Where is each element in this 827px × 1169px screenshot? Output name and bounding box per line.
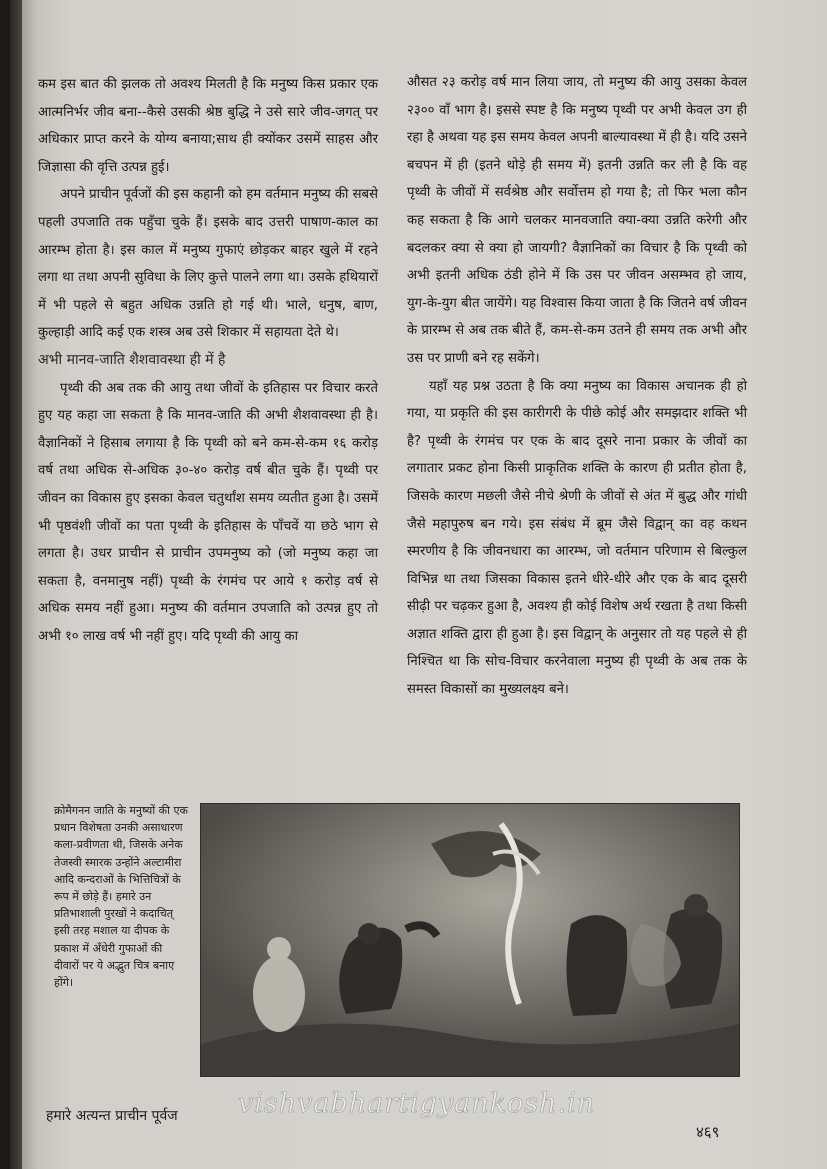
right-column — [407, 69, 747, 704]
left-paragraph-1: कम इस बात की झलक तो अवश्य मिलती है कि मनुष्य किस प्रकार एक आत्मनिर्भर जीव बना--कैसे उसकी श्रेष्ठ बुद्धि ने उसे सारे जीव-जगत् पर अधिकार प्राप्त करने के योग्य बनाया;साथ ही क्योंकर उसमें साहस और जिज्ञासा की वृत्ति उत्पन्न हुई। — [38, 77, 378, 175]
left-paragraph-3: पृथ्वी की अब तक की आयु तथा जीवों के इतिहास पर विचार करते हुए यह कहा जा सकता है कि मानव-जाति की अभी शैशवावस्था ही है। वैज्ञानिकों ने हिसाब लगाया है कि पृथ्वी को बने कम-से-कम १६ करोड़ वर्ष तथा अधिक से-अधिक ३०-४० करोड़ वर्ष बीत चुके हैं। पृथ्वी पर जीवन का विकास हुए इसका केवल चतुर्थांश समय व्यतीत हुआ है। उसमें भी पृष्ठवंशी जीवों का पता पृथ्वी के इतिहास के पाँचवें या छठे भाग से लगता है। उधर प्राचीन से प्राचीन उपमनुष्य को (जो मनुष्य कहा जा सकता है, वनमानुष नहीं) पृथ्वी के रंगमंच पर आये १ करोड़ वर्ष से अधिक समय नहीं हुआ। मनुष्य की वर्तमान उपजाति को उत्पन्न हुए तो अभी १० लाख वर्ष भी नहीं हुए। यदि पृथ्वी की आयु का — [38, 380, 378, 644]
section-subheading: अभी मानव-जाति शैशवावस्था ही में है — [38, 351, 226, 368]
book-page — [10, 0, 827, 1169]
illustration-drawing — [201, 804, 739, 1076]
left-paragraph-2: अपने प्राचीन पूर्वजों की इस कहानी को हम वर्तमान मनुष्य की सबसे पहली उपजाति तक पहुँचा चुके हैं। इसके बाद उत्तरी पाषाण-काल का आरम्भ होता है। इस काल में मनुष्य गुफाएं छोड़कर बाहर खुले में रहने लगा था तथा अपनी सुविधा के लिए कुत्ते पालने लगा था। उसके हथियारों में भी पहले से बहुत अधिक उन्नति हो गई थी। भाले, धनुष, बाण, कुल्हाड़ी आदि कई एक शस्त्र अब उसे शिकार में सहायता देते थे। — [38, 187, 378, 341]
left-column — [38, 71, 378, 650]
page-footer-title: हमारे अत्यन्त प्राचीन पूर्वज — [46, 1108, 178, 1124]
cave-painting-illustration — [200, 803, 740, 1077]
right-paragraph-2: यहाँ यह प्रश्न उठता है कि क्या मनुष्य का विकास अचानक ही हो गया, या प्रकृति की इस कारीगरी के पीछे कोई और समझदार शक्ति भी है? पृथ्वी के रंगमंच पर एक के बाद दूसरे नाना प्रकार के जीवों का लगातार प्रकट होना किसी प्राकृतिक शक्ति के कारण ही प्रतीत होता है, जिसके कारण मछली जैसे नीचे श्रेणी के जीवों से अंत में बुद्ध और गांधी जैसे महापुरुष बन गये। इस संबंध में ब्रूम जैसे विद्वान् का वह कथन स्मरणीय है कि जीवनधारा का आरम्भ, जो वर्तमान परिणाम से बिल्कुल विभिन्न था तथा जिसका विकास इतने धीरे-धीरे और एक के बाद दूसरी सीढ़ी पर चढ़कर हुआ है, अवश्य ही कोई विशेष अर्थ रखता है तथा किसी अज्ञात शक्ति द्वारा ही हुआ है। इस विद्वान् के अनुसार तो यह पहले से ही निश्चित था कि सोच-विचार करनेवाला मनुष्य ही पृथ्वी के अब तक के समस्त विकासों का मुख्यलक्ष्य बने। — [407, 378, 747, 698]
book-binding-shadow — [10, 0, 22, 1169]
right-paragraph-1: औसत २३ करोड़ वर्ष मान लिया जाय, तो मनुष्य की आयु उसका केवल २३०० वाँ भाग है। इससे स्पष्ट है कि मनुष्य पृथ्वी पर अभी केवल उग ही रहा है अथवा यह इस समय केवल अपनी बाल्यावस्था में ही है। यदि उसने बचपन में ही (इतने थोड़े ही समय में) इतनी उन्नति कर ली है कि वह पृथ्वी के जीवों में सर्वश्रेष्ठ और सर्वोत्तम हो गया है; तो फिर भला कौन कह सकता है कि आगे चलकर मानवजाति क्या-क्या उन्नति करेगी और बदलकर क्या से क्या हो जायगी? वैज्ञानिकों का विचार है कि पृथ्वी को अभी इतनी अधिक ठंडी होने में कि उस पर जीवन असम्भव हो जाय, युग-के-युग बीत जायेंगे। यह विश्वास किया जाता है कि जितने वर्ष जीवन के प्रारम्भ से अब तक बीते हैं, कम-से-कम उतने ही समय तक अभी और उस पर प्राणी बने रह सकेंगे। — [407, 75, 747, 366]
page-number: ४६९ — [696, 1123, 720, 1141]
website-watermark: vishvabhartigyankosh.in — [238, 1088, 596, 1119]
figure-caption: क्रोमैगनन जाति के मनुष्यों की एक प्रधान विशेषता उनकी असाधारण कला-प्रवीणता थी, जिसके अनेक तेजस्वी स्मारक उन्होंने अल्टामीरा आदि कन्दराओं के भित्तिचित्रों के रूप में छोड़े हैं। हमारे उन प्रतिभाशाली पुरखों ने कदाचित् इसी तरह मशाल या दीपक के प्रकाश में अँधेरी गुफाओं की दीवारों पर ये अद्भुत चित्र बनाए होंगे। — [54, 804, 188, 990]
